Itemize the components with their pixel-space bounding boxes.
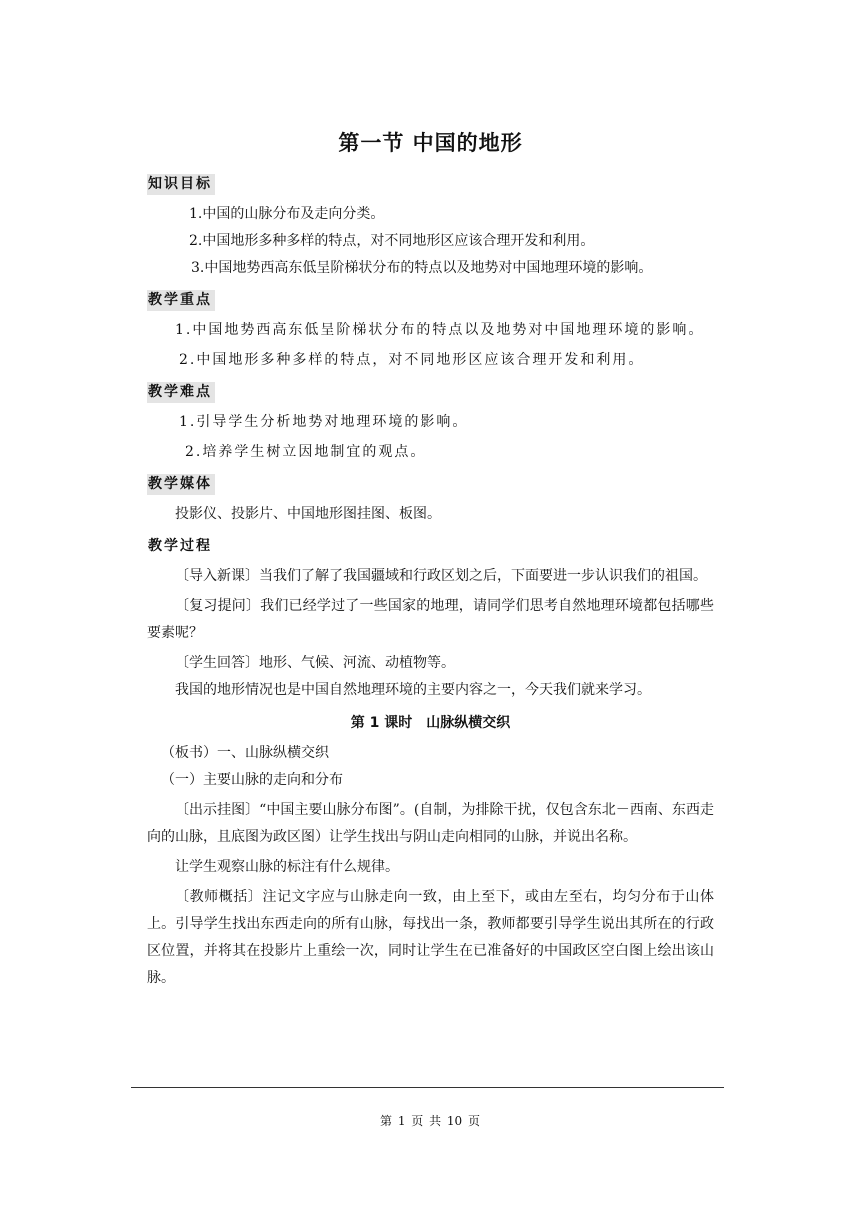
board-line-2: （一）主要山脉的走向和分布 — [161, 772, 343, 788]
heading-key-points: 教学重点 — [147, 290, 215, 311]
process-paragraph-4: 我国的地形情况也是中国自然地理环境的主要内容之一，今天我们就来学习。 — [175, 682, 651, 698]
page-content — [147, 127, 714, 992]
board-line-1: （板书）一、山脉纵横交织 — [161, 745, 329, 761]
media-text: 投影仪、投影片、中国地形图挂图、板图。 — [175, 506, 441, 522]
body-paragraph-3: 〔教师概括〕注记文字应与山脉走向一致，由上至下，或由左至右，均匀分布于山体上。引导学生找出东西走向的所有山脉，每找出一条，教师都要引导学生说出其所在的行政区位置，并将其在投影片上重绘一次，同时让学生在已准备好的中国政区空白图上绘出该山脉。 — [147, 889, 714, 986]
difficulty-1: 1.引导学生分析地势对地理环境的影响。 — [179, 414, 469, 430]
heading-knowledge-goals: 知识目标 — [147, 174, 215, 195]
key-point-1: 1.中国地势西高东低呈阶梯状分布的特点以及地势对中国地理环境的影响。 — [175, 322, 705, 338]
heading-process: 教学过程 — [148, 538, 212, 554]
page-number: 第 1 页 共 10 页 — [380, 1114, 480, 1128]
page-title: 第一节 中国的地形 — [338, 131, 523, 155]
lesson-title: 第 1 课时 山脉纵横交织 — [350, 715, 511, 731]
difficulty-2: 2.培养学生树立因地制宜的观点。 — [185, 444, 427, 460]
body-paragraph-1: 〔出示挂图〕“中国主要山脉分布图”。(自制，为排除干扰，仅包含东北－西南、东西走向的山脉，且底图为政区图）让学生找出与阴山走向相同的山脉，并说出名称。 — [147, 802, 714, 845]
knowledge-item-3: 3.中国地势西高东低呈阶梯状分布的特点以及地势对中国地理环境的影响。 — [191, 260, 653, 276]
heading-difficulties: 教学难点 — [147, 382, 215, 403]
heading-media: 教学媒体 — [147, 474, 215, 495]
process-paragraph-2: 〔复习提问〕我们已经学过了一些国家的地理，请同学们思考自然地理环境都包括哪些要素呢？ — [147, 598, 714, 641]
body-paragraph-2: 让学生观察山脉的标注有什么规律。 — [175, 859, 399, 875]
footer-divider — [131, 1087, 724, 1088]
process-paragraph-1: 〔导入新课〕当我们了解了我国疆域和行政区划之后，下面要进一步认识我们的祖国。 — [175, 568, 707, 584]
knowledge-item-1: 1.中国的山脉分布及走向分类。 — [189, 206, 385, 222]
key-point-2: 2.中国地形多种多样的特点，对不同地形区应该合理开发和利用。 — [179, 352, 645, 368]
process-paragraph-3: 〔学生回答〕地形、气候、河流、动植物等。 — [175, 655, 455, 671]
knowledge-item-2: 2.中国地形多种多样的特点，对不同地形区应该合理开发和利用。 — [189, 233, 595, 249]
